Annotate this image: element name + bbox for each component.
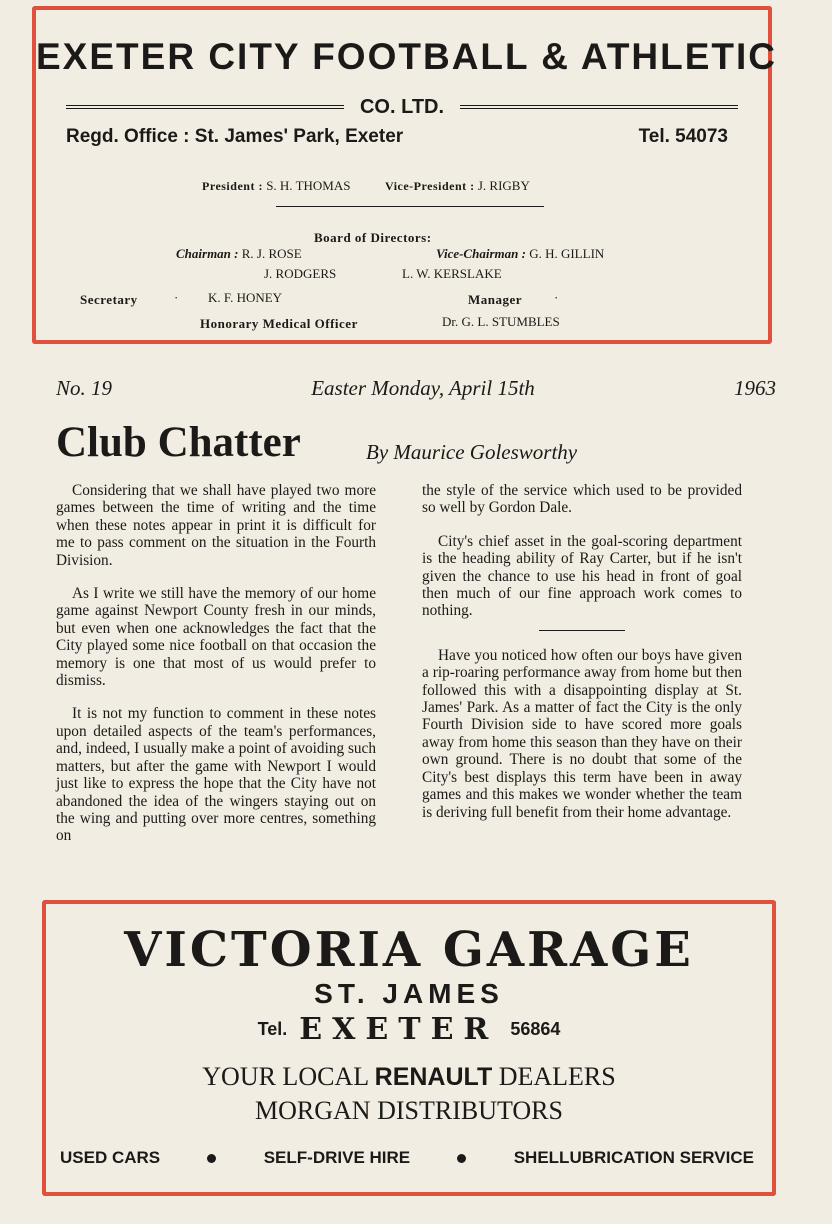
- manager-dot: ·: [554, 290, 559, 305]
- secretary-name: K. F. HONEY: [208, 290, 283, 305]
- article-title: Club Chatter: [56, 419, 301, 466]
- advert-name: VICTORIA GARAGE: [124, 922, 694, 978]
- vice-chairman-label: Vice-Chairman :: [436, 246, 526, 261]
- advert-services: [60, 1148, 754, 1168]
- issue-date: Easter Monday, April 15th: [311, 376, 535, 400]
- advert-tel-label: Tel.: [257, 1019, 288, 1039]
- right-double-rule: [460, 105, 738, 109]
- chairman-label: Chairman :: [176, 246, 239, 261]
- paragraph: It is not my function to comment in these notes upon detailed aspects of the team's performances, and, indeed, I usually make a point of avoiding such matters, but after the game with Newport I would just like to express the hope that the City have not abandoned the idea of the wingers staying out on the wing and putting over more centres, something on: [56, 705, 376, 845]
- secretary-dot: ·: [174, 290, 179, 305]
- paragraph: As I write we still have the memory of our home game against Newport County fresh in our minds, but even when one acknowledges the fact that the City played some nice football on that occasion the memory is one that most of us would prefer to dismiss.: [56, 585, 376, 690]
- article-right-column: [422, 482, 742, 837]
- advert-distributor-line: MORGAN DISTRIBUTORS: [255, 1096, 563, 1125]
- masthead-box: [32, 6, 778, 344]
- service-shellubrication: SHELLUBRICATION SERVICE: [513, 1148, 754, 1167]
- bullet-icon: [457, 1154, 466, 1163]
- vice-president-name: J. RIGBY: [477, 178, 530, 193]
- company-row: [66, 92, 738, 122]
- article-left-column: [56, 482, 376, 861]
- club-telephone: Tel. 54073: [638, 126, 728, 147]
- advert-location: ST. JAMES: [314, 978, 504, 1009]
- advert-city: EXETER: [299, 1012, 499, 1047]
- president-label: President :: [202, 179, 263, 193]
- dealer-brand: RENAULT: [374, 1063, 493, 1091]
- paragraph: Have you noticed how often our boys have given a rip-roaring performance away from home but then followed this with a disappointing display at St. James' Park. As a matter of fact the City is the only Fourth Division side to have scored more goals away from home this season than they have on their own ground. There is no doubt that some of the City's best displays this term have been in away games and this makes we wonder whether the team is deriving full benefit from their home advantage.: [422, 646, 742, 821]
- paragraph: City's chief asset in the goal-scoring department is the heading ability of Ray Carter, but if he isn't given the chance to use his head in front of goal then much of our fine approach work comes to nothing.: [422, 532, 742, 620]
- advert-tel-number: 56864: [510, 1019, 561, 1039]
- issue-year: 1963: [734, 376, 776, 400]
- registered-office: Regd. Office : St. James' Park, Exeter: [66, 126, 404, 147]
- service-used-cars: USED CARS: [60, 1148, 161, 1167]
- club-name: EXETER CITY FOOTBALL & ATHLETIC: [36, 36, 778, 77]
- vice-chairman-line: [436, 246, 604, 262]
- president-name: S. H. THOMAS: [266, 178, 351, 193]
- medical-officer-name: Dr. G. L. STUMBLES: [442, 314, 560, 329]
- company-suffix: CO. LTD.: [359, 95, 445, 118]
- chairman-name: R. J. ROSE: [241, 246, 302, 261]
- secretary-label: Secretary: [80, 292, 138, 307]
- left-double-rule: [66, 105, 344, 109]
- director-kerslake: L. W. KERSLAKE: [402, 266, 502, 281]
- vice-president-label: Vice-President :: [384, 179, 475, 193]
- officers-divider: [276, 206, 544, 207]
- director-rodgers: J. RODGERS: [264, 266, 337, 281]
- paragraph: Considering that we shall have played two more games between the time of writing and the time when these notes appear in print it is difficult for me to pass comment on the situation in the Fourth Division.: [56, 482, 376, 569]
- advert-box: [42, 900, 776, 1196]
- board-label: Board of Directors:: [314, 230, 432, 245]
- vice-chairman-name: G. H. GILLIN: [529, 246, 605, 261]
- bullet-icon: [207, 1154, 216, 1163]
- section-divider: [539, 630, 625, 631]
- dealer-pre: YOUR LOCAL: [202, 1062, 369, 1091]
- paragraph: the style of the service which used to be provided so well by Gordon Dale.: [422, 482, 742, 517]
- medical-officer-label: Honorary Medical Officer: [200, 316, 358, 331]
- article-byline: By Maurice Golesworthy: [366, 440, 578, 464]
- dealer-post: DEALERS: [498, 1062, 616, 1091]
- advert-dealer-line: [46, 1062, 772, 1092]
- service-self-drive-hire: SELF-DRIVE HIRE: [263, 1148, 411, 1167]
- chairman-line: [176, 246, 302, 262]
- issue-number: No. 19: [56, 376, 113, 400]
- president-line: [202, 178, 530, 194]
- issue-line: [56, 376, 776, 401]
- advert-telephone: [46, 1012, 772, 1047]
- manager-label: Manager: [468, 292, 523, 307]
